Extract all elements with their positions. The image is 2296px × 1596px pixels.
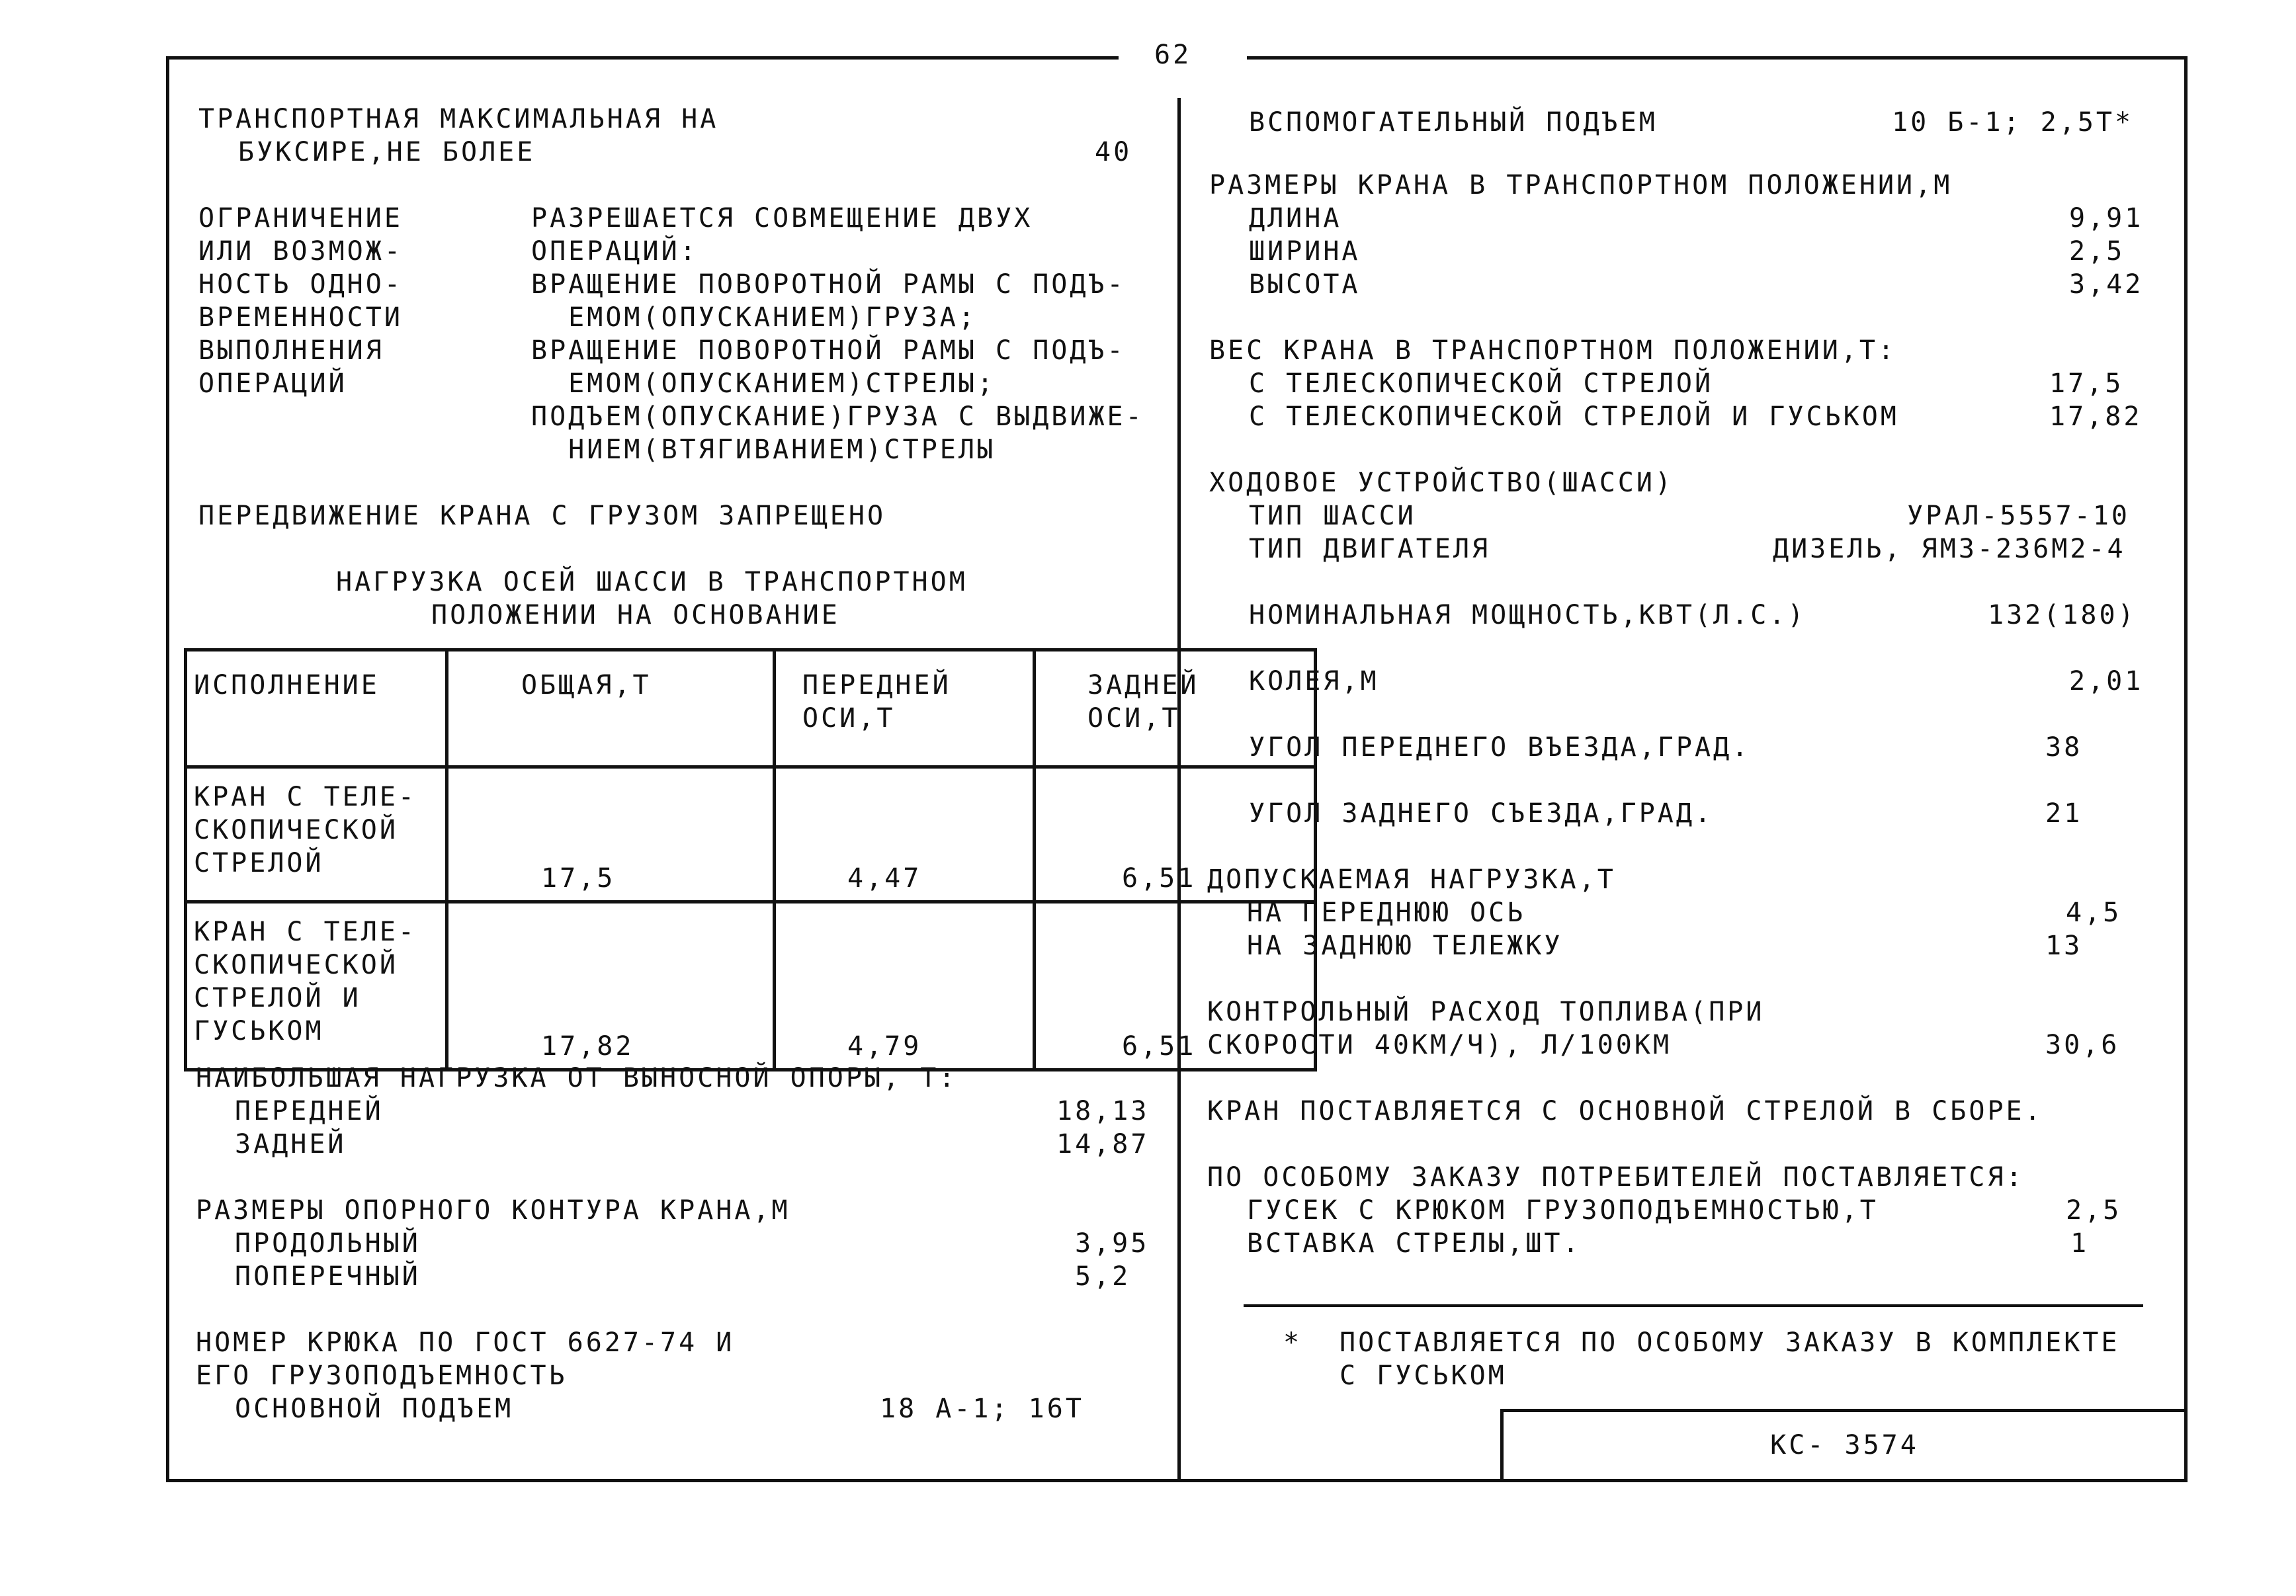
contour-title: РАЗМЕРЫ ОПОРНОГО КОНТУРА КРАНА,М: [196, 1195, 790, 1226]
hook-line1: НОМЕР КРЮКА ПО ГОСТ 6627-74 И: [196, 1327, 735, 1358]
page-number: 62: [1154, 40, 1192, 70]
rear-angle-label: УГОЛ ЗАДНЕГО СЪЕЗДА,ГРАД.: [1249, 798, 1714, 829]
restriction-label-2: ИЛИ ВОЗМОЖ-: [198, 236, 403, 267]
outrigger-rear-label: ЗАДНЕЙ: [235, 1129, 347, 1159]
cell-total: [447, 902, 775, 1070]
fuel-line2: СКОРОСТИ 40КМ/Ч), Л/100КМ: [1207, 1030, 1672, 1060]
width-label: ШИРИНА: [1249, 236, 1361, 267]
load-front-label: НА ПЕРЕДНЮЮ ОСЬ: [1247, 898, 1526, 928]
movement-note: ПЕРЕДВИЖЕНИЕ КРАНА С ГРУЗОМ ЗАПРЕЩЕНО: [198, 501, 886, 531]
restriction-text-1: РАЗРЕШАЕТСЯ СОВМЕЩЕНИЕ ДВУХ: [531, 203, 1033, 233]
width-value: 2,5: [2069, 236, 2125, 267]
header-rear-axle: ЗАДНЕЙ ОСИ,Т: [1035, 650, 1316, 767]
rear-angle-value: 21: [2045, 798, 2083, 829]
footnote-line1: ПОСТАВЛЯЕТСЯ ПО ОСОБОМУ ЗАКАЗУ В КОМПЛЕКТЕ: [1339, 1327, 2120, 1358]
aux-lift-label: ВСПОМОГАТЕЛЬНЫЙ ПОДЪЕМ: [1249, 107, 1658, 138]
weight-jib-value: 17,82: [2049, 401, 2143, 432]
weight-jib-label: С ТЕЛЕСКОПИЧЕСКОЙ СТРЕЛОЙ И ГУСЬКОМ: [1249, 401, 1899, 432]
restriction-text-5: ВРАЩЕНИЕ ПОВОРОТНОЙ РАМЫ С ПОДЪ-: [531, 335, 1126, 366]
transport-max-line1: ТРАНСПОРТНАЯ МАКСИМАЛЬНАЯ НА: [198, 104, 719, 134]
load-rear-value: 13: [2045, 931, 2083, 961]
header-front-axle: ПЕРЕДНЕЙ ОСИ,Т: [775, 650, 1035, 767]
load-title: ДОПУСКАЕМАЯ НАГРУЗКА,Т: [1207, 864, 1616, 895]
contour-long-value: 3,95: [1075, 1228, 1150, 1259]
chassis-title: ХОДОВОЕ УСТРОЙСТВО(ШАССИ): [1209, 468, 1674, 498]
outrigger-front-label: ПЕРЕДНЕЙ: [235, 1096, 384, 1126]
restriction-text-2: ОПЕРАЦИЙ:: [531, 236, 699, 267]
fuel-value: 30,6: [2045, 1030, 2120, 1060]
footnote-line2: С ГУСЬКОМ: [1339, 1361, 1507, 1391]
row-label: КРАН С ТЕЛЕ- СКОПИЧЕСКОЙ СТРЕЛОЙ И ГУСЬКОМ: [186, 902, 447, 1070]
axle-load-table: [184, 648, 1317, 1071]
jib-label: ГУСЕК С КРЮКОМ ГРУЗОПОДЪЕМНОСТЬЮ,Т: [1247, 1195, 1879, 1226]
engine-value: ДИЗЕЛЬ, ЯМЗ-236М2-4: [1773, 534, 2126, 564]
model-code: КС- 3574: [1770, 1430, 1919, 1460]
value-front: 4,47: [847, 863, 922, 894]
axle-table-header: [186, 650, 1316, 767]
weight-tele-value: 17,5: [2049, 368, 2124, 399]
cell-front: [775, 902, 1035, 1070]
order-title: ПО ОСОБОМУ ЗАКАЗУ ПОТРЕБИТЕЛЕЙ ПОСТАВЛЯЕТСЯ:: [1207, 1162, 2025, 1193]
value-rear: 6,51: [1122, 1031, 1197, 1062]
insert-label: ВСТАВКА СТРЕЛЫ,ШТ.: [1247, 1228, 1582, 1259]
supplied-note: КРАН ПОСТАВЛЯЕТСЯ С ОСНОВНОЙ СТРЕЛОЙ В СБОРЕ.: [1207, 1096, 2043, 1126]
row-label: КРАН С ТЕЛЕ- СКОПИЧЕСКОЙ СТРЕЛОЙ: [186, 767, 447, 902]
contour-long-label: ПРОДОЛЬНЫЙ: [235, 1228, 421, 1259]
table-row: [186, 902, 1316, 1070]
length-label: ДЛИНА: [1249, 203, 1342, 233]
cell-front: [775, 767, 1035, 902]
front-angle-value: 38: [2045, 732, 2083, 763]
axle-table-title-1: НАГРУЗКА ОСЕЙ ШАССИ В ТРАНСПОРТНОМ: [336, 567, 968, 597]
weight-tele-label: С ТЕЛЕСКОПИЧЕСКОЙ СТРЕЛОЙ: [1249, 368, 1714, 399]
model-stamp: [1500, 1409, 2186, 1479]
header-variant: ИСПОЛНЕНИЕ: [186, 650, 447, 767]
frame-right-rule: [2184, 56, 2188, 1480]
front-angle-label: УГОЛ ПЕРЕДНЕГО ВЪЕЗДА,ГРАД.: [1249, 732, 1751, 763]
track-value: 2,01: [2069, 666, 2144, 696]
restriction-label-3: НОСТЬ ОДНО-: [198, 269, 403, 300]
load-rear-label: НА ЗАДНЮЮ ТЕЛЕЖКУ: [1247, 931, 1563, 961]
restriction-label-1: ОГРАНИЧЕНИЕ: [198, 203, 403, 233]
axle-table-title-2: ПОЛОЖЕНИИ НА ОСНОВАНИЕ: [431, 600, 840, 630]
frame-bottom-rule: [166, 1479, 2188, 1482]
transport-max-value: 40: [1095, 137, 1132, 167]
value-front: 4,79: [847, 1031, 922, 1062]
value-total: 17,82: [541, 1031, 634, 1062]
frame-top-left-rule: [166, 56, 1119, 60]
frame-top-right-rule: [1247, 56, 2188, 60]
chassis-type-value: УРАЛ-5557-10: [1907, 501, 2130, 531]
contour-cross-label: ПОПЕРЕЧНЫЙ: [235, 1261, 421, 1292]
restriction-label-6: ОПЕРАЦИЙ: [198, 368, 347, 399]
power-value: 132(180): [1988, 600, 2137, 630]
transport-max-line2: БУКСИРЕ,НЕ БОЛЕЕ: [238, 137, 536, 167]
engine-label: ТИП ДВИГАТЕЛЯ: [1249, 534, 1491, 564]
cell-total: [447, 767, 775, 902]
load-front-value: 4,5: [2066, 898, 2122, 928]
power-label: НОМИНАЛЬНАЯ МОЩНОСТЬ,КВТ(Л.С.): [1249, 600, 1807, 630]
length-value: 9,91: [2069, 203, 2144, 233]
restriction-text-6: ЕМОМ(ОПУСКАНИЕМ)СТРЕЛЫ;: [531, 368, 996, 399]
restriction-text-7: ПОДЪЕМ(ОПУСКАНИЕ)ГРУЗА С ВЫДВИЖЕ-: [531, 401, 1144, 432]
outrigger-front-value: 18,13: [1056, 1096, 1150, 1126]
footnote-rule: [1244, 1304, 2143, 1307]
frame-left-rule: [166, 56, 169, 1480]
height-label: ВЫСОТА: [1249, 269, 1361, 300]
fuel-line1: КОНТРОЛЬНЫЙ РАСХОД ТОПЛИВА(ПРИ: [1207, 997, 1765, 1027]
value-rear: 6,51: [1122, 863, 1197, 894]
outrigger-title: НАИБОЛЬШАЯ НАГРУЗКА ОТ ВЫНОСНОЙ ОПОРЫ, Т:: [196, 1063, 958, 1093]
aux-lift-value: 10 Б-1; 2,5Т*: [1892, 107, 2134, 138]
height-value: 3,42: [2069, 269, 2144, 300]
hook-main-label: ОСНОВНОЙ ПОДЪЕМ: [235, 1394, 514, 1424]
restriction-text-3: ВРАЩЕНИЕ ПОВОРОТНОЙ РАМЫ С ПОДЪ-: [531, 269, 1126, 300]
dims-title: РАЗМЕРЫ КРАНА В ТРАНСПОРТНОМ ПОЛОЖЕНИИ,М: [1209, 170, 1953, 200]
weight-title: ВЕС КРАНА В ТРАНСПОРТНОМ ПОЛОЖЕНИИ,Т:: [1209, 335, 1897, 366]
restriction-text-8: НИЕМ(ВТЯГИВАНИЕМ)СТРЕЛЫ: [531, 435, 996, 465]
contour-cross-value: 5,2: [1075, 1261, 1131, 1292]
track-label: КОЛЕЯ,М: [1249, 666, 1379, 696]
jib-value: 2,5: [2066, 1195, 2122, 1226]
value-total: 17,5: [541, 863, 616, 894]
restriction-label-4: ВРЕМЕННОСТИ: [198, 302, 403, 333]
outrigger-rear-value: 14,87: [1056, 1129, 1150, 1159]
footnote-mark: *: [1283, 1327, 1302, 1358]
chassis-type-label: ТИП ШАССИ: [1249, 501, 1416, 531]
table-row: [186, 767, 1316, 902]
hook-main-value: 18 А-1; 16Т: [880, 1394, 1084, 1424]
restriction-label-5: ВЫПОЛНЕНИЯ: [198, 335, 384, 366]
hook-line2: ЕГО ГРУЗОПОДЪЕМНОСТЬ: [196, 1361, 568, 1391]
header-total: ОБЩАЯ,Т: [447, 650, 775, 767]
restriction-text-4: ЕМОМ(ОПУСКАНИЕМ)ГРУЗА;: [531, 302, 977, 333]
insert-value: 1: [2070, 1228, 2090, 1259]
